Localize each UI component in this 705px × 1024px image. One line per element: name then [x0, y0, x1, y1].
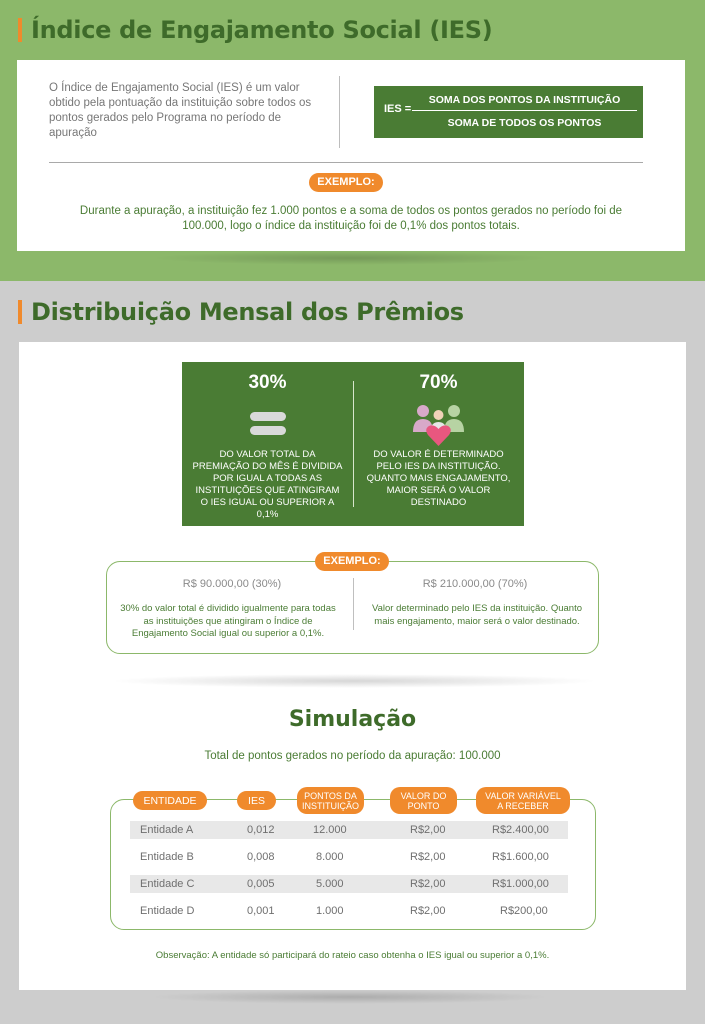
ies-definition-text: O Índice de Engajamento Social (IES) é um valor obtido pela pontuação da instituição sobre todos os pontos gerados pelo Programa no período de apuração: [49, 82, 312, 139]
example-badge: EXEMPLO:: [309, 173, 383, 192]
variable-share-column: [353, 362, 524, 526]
cell-entity: Entidade A: [140, 824, 194, 836]
cell-ies: 0,001: [247, 905, 275, 917]
cell-variable-value: R$2.400,00: [492, 824, 549, 836]
formula-denominator: SOMA DE TODOS OS PONTOS: [447, 117, 602, 129]
card-shadow: [150, 251, 550, 265]
column-header-variable-value: VALOR VARIÁVEL A RECEBER: [476, 787, 570, 814]
fixed-share-example-text: 30% do valor total é dividido igualmente para todas as instituições que atingiram o Índice de Engajamento Social igual ou superior a 0,1%.: [120, 603, 336, 639]
cell-points: 8.000: [316, 851, 344, 863]
formula-lhs: IES =: [384, 103, 412, 115]
box-shadow: [109, 674, 599, 688]
prize-section-header: [18, 298, 464, 326]
cell-variable-value: R$1.000,00: [492, 878, 549, 890]
variable-share-example-text: Valor determinado pelo IES da instituição. Quanto mais engajamento, maior será o valor destinado.: [371, 603, 582, 627]
column-header-entity: ENTIDADE: [133, 791, 207, 810]
card-shadow: [150, 990, 550, 1004]
table-row: [130, 875, 568, 893]
table-row: [130, 848, 568, 866]
cell-point-value: R$2,00: [410, 824, 446, 836]
cell-ies: 0,005: [247, 878, 275, 890]
cell-variable-value: R$200,00: [500, 905, 548, 917]
example-badge: EXEMPLO:: [315, 552, 389, 571]
ies-section: [0, 0, 705, 281]
table-row: [130, 902, 568, 920]
distribution-example-box: [106, 561, 599, 654]
cell-points: 12.000: [313, 824, 347, 836]
variable-share-percent: 70%: [419, 372, 458, 393]
fixed-share-text: DO VALOR TOTAL DA PREMIAÇÃO DO MÊS É DIVIDIDA POR IGUAL A TODAS AS INSTITUIÇÕES QUE ATINGIRAM O IES IGUAL OU SUPERIOR A 0,1%: [192, 449, 343, 520]
cell-entity: Entidade D: [140, 905, 195, 917]
ies-definition-card: [17, 60, 685, 251]
cell-ies: 0,008: [247, 851, 275, 863]
equal-bars-icon: [248, 409, 288, 439]
example-text: Durante a apuração, a instituição fez 1.000 pontos e a soma de todos os pontos gerados no período foi de 100.000, logo o índice da instituição foi de 0,1% dos pontos totais.: [79, 205, 623, 232]
simulation-note: Observação: A entidade só participará do rateio caso obtenha o IES igual ou superior a 0,1%.: [155, 950, 550, 961]
table-row: [130, 821, 568, 839]
fraction-line: [412, 110, 637, 111]
fixed-share-example-value: R$ 90.000,00 (30%): [182, 578, 282, 590]
column-header-ies: IES: [237, 791, 276, 810]
vertical-divider: [353, 578, 354, 630]
fixed-share-column: [182, 362, 353, 526]
cell-variable-value: R$1.600,00: [492, 851, 549, 863]
cell-entity: Entidade B: [140, 851, 194, 863]
fixed-share-percent: 30%: [248, 372, 287, 393]
column-header-point-value: VALOR DO PONTO: [390, 787, 457, 814]
cell-entity: Entidade C: [140, 878, 195, 890]
percentage-box: [182, 362, 524, 526]
prize-distribution-card: [19, 342, 686, 990]
horizontal-divider: [49, 162, 643, 163]
cell-point-value: R$2,00: [410, 851, 446, 863]
simulation-subtitle: Total de pontos gerados no período da apuração: 100.000: [204, 750, 501, 762]
variable-share-example-value: R$ 210.000,00 (70%): [422, 578, 528, 590]
cell-points: 5.000: [316, 878, 344, 890]
column-header-institution-points: PONTOS DA INSTITUIÇÃO: [297, 787, 364, 814]
title-accent-bar: [18, 18, 22, 42]
vertical-divider: [339, 76, 340, 148]
simulation-title: Simulação: [288, 707, 417, 732]
ies-section-header: [18, 16, 492, 44]
cell-point-value: R$2,00: [410, 905, 446, 917]
simulation-table: [110, 799, 596, 930]
ies-formula: [374, 86, 643, 138]
prize-section-title: Distribuição Mensal dos Prêmios: [31, 298, 464, 326]
cell-point-value: R$2,00: [410, 878, 446, 890]
cell-points: 1.000: [316, 905, 344, 917]
variable-share-text: DO VALOR É DETERMINADO PELO IES DA INSTITUIÇÃO. QUANTO MAIS ENGAJAMENTO, MAIOR SERÁ O VALOR DESTINADO: [366, 449, 511, 508]
title-accent-bar: [18, 300, 22, 324]
people-heart-icon: [410, 402, 467, 447]
cell-ies: 0,012: [247, 824, 275, 836]
ies-section-title: Índice de Engajamento Social (IES): [31, 16, 493, 44]
formula-numerator: SOMA DOS PONTOS DA INSTITUIÇÃO: [428, 94, 621, 106]
